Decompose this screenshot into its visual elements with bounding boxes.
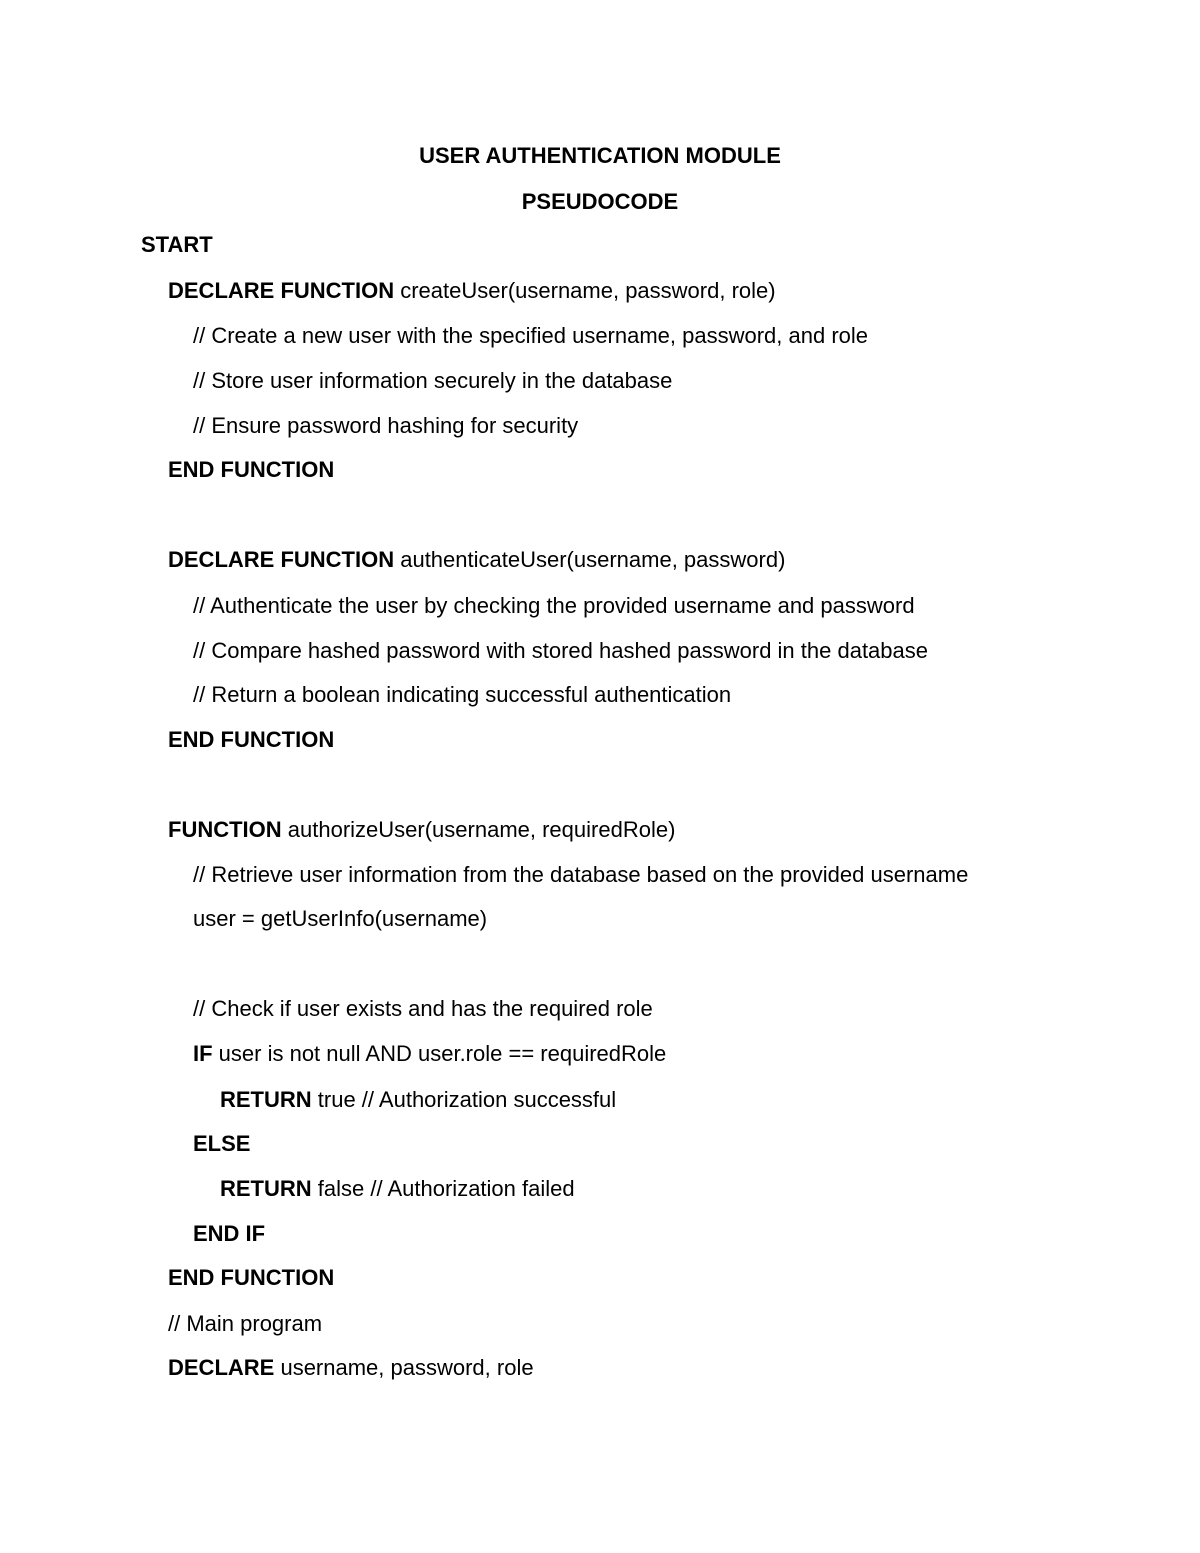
return-true-line (220, 1087, 616, 1113)
end-if-line: END IF (193, 1221, 266, 1246)
end-function-line: END FUNCTION (168, 1265, 335, 1290)
assignment-line: user = getUserInfo(username) (193, 906, 488, 931)
if-condition: user is not null AND user.role == requiredRole (212, 1041, 667, 1066)
comment-line: // Check if user exists and has the required role (193, 996, 653, 1021)
return-false-line (220, 1176, 575, 1202)
keyword: IF (193, 1041, 213, 1066)
keyword: DECLARE FUNCTION (168, 547, 395, 572)
start-line (141, 232, 213, 258)
function-declaration-authorizeuser (168, 817, 675, 843)
comment-line: // Create a new user with the specified username, password, and role (193, 323, 869, 348)
keyword: FUNCTION (168, 817, 282, 842)
comment-line: // Store user information securely in the database (193, 368, 673, 393)
end-function-line: END FUNCTION (168, 727, 335, 752)
if-line (193, 1041, 666, 1067)
comment-line: // Main program (168, 1311, 323, 1336)
return-value: true // Authorization successful (311, 1087, 617, 1112)
function-signature: authenticateUser(username, password) (394, 547, 786, 572)
keyword: RETURN (220, 1176, 312, 1201)
document-subtitle: PSEUDOCODE (521, 189, 679, 214)
declare-variables-line (168, 1355, 534, 1381)
comment-line: // Authenticate the user by checking the provided username and password (193, 593, 915, 618)
end-function-line: END FUNCTION (168, 457, 335, 482)
function-declaration-authenticateuser (168, 547, 785, 573)
keyword: DECLARE FUNCTION (168, 278, 395, 303)
function-signature: authorizeUser(username, requiredRole) (281, 817, 676, 842)
comment-line: // Compare hashed password with stored hashed password in the database (193, 638, 928, 663)
else-line: ELSE (193, 1131, 251, 1156)
comment-line: // Ensure password hashing for security (193, 413, 579, 438)
comment-line: // Retrieve user information from the database based on the provided username (193, 862, 969, 887)
return-value: false // Authorization failed (311, 1176, 575, 1201)
variable-list: username, password, role (274, 1355, 534, 1380)
document-title: USER AUTHENTICATION MODULE (419, 143, 781, 168)
keyword: RETURN (220, 1087, 312, 1112)
comment-line: // Return a boolean indicating successful authentication (193, 682, 732, 707)
keyword: START (141, 232, 213, 257)
function-declaration-createuser (168, 278, 776, 304)
function-signature: createUser(username, password, role) (394, 278, 776, 303)
keyword: DECLARE (168, 1355, 275, 1380)
